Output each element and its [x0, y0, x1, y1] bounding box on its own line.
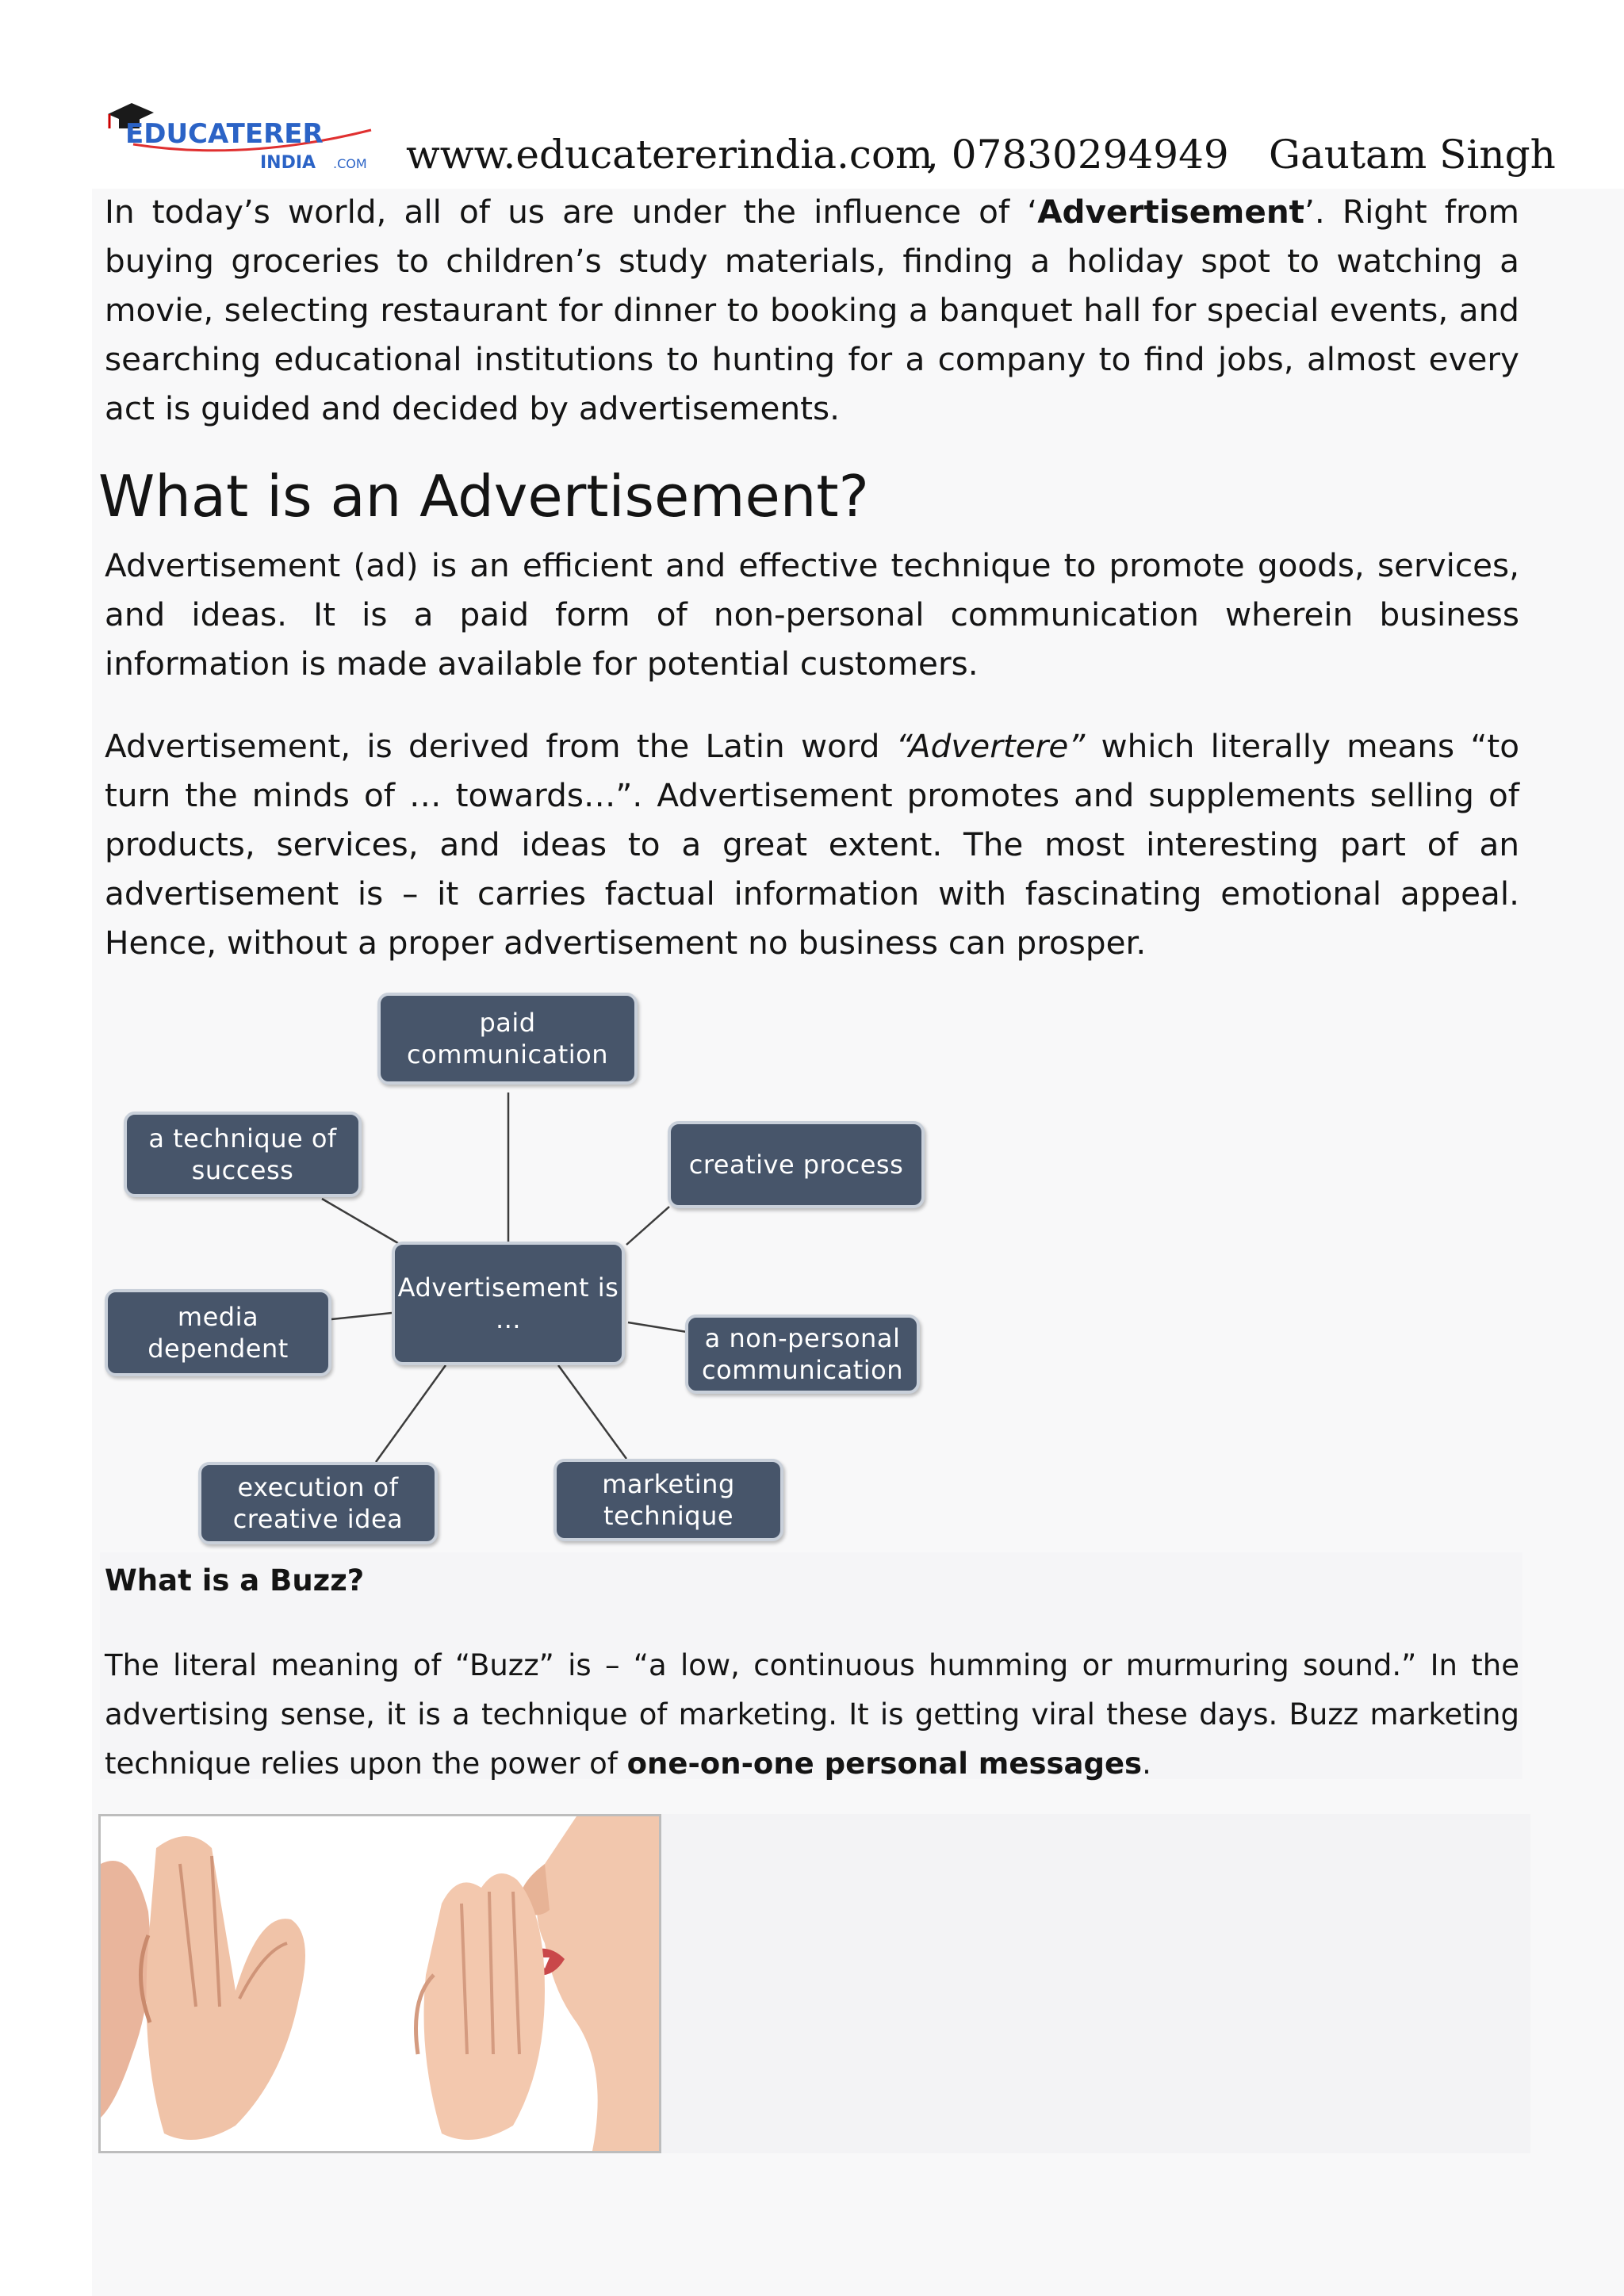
connector-success — [322, 1199, 398, 1243]
node-non-personal: a non-personal communication — [685, 1314, 920, 1394]
buzz-bold-phrase: one-on-one personal messages — [626, 1747, 1143, 1781]
buzz-heading: What is a Buzz? — [105, 1563, 365, 1598]
node-creative-process: creative process — [668, 1121, 925, 1208]
intro-text: In today’s world, all of us are under the influence of ‘ — [105, 193, 1038, 231]
advertisement-diagram — [102, 991, 942, 1546]
svg-text:EDUCATERER: EDUCATERER — [125, 118, 324, 150]
connector-marketing — [558, 1365, 626, 1459]
author-name: Gautam Singh — [1269, 132, 1556, 178]
website-link[interactable]: www.educatererindia.com — [406, 132, 933, 178]
node-technique-of-success: a technique of success — [124, 1112, 362, 1197]
node-media-dependent: media dependent — [105, 1289, 331, 1376]
intro-paragraph — [105, 187, 1519, 433]
etymology-text-cont: which literally means “to turn the minds of … towards…”. Advertisement promotes and supplements selling of products, services, and ideas to a great extent. The most interesting part of an advertisement is – it carries factual information with fascinating emotional appeal. Hence, without a proper advertisement no business can prosper. — [105, 727, 1519, 962]
section-heading: What is an Advertisement? — [98, 463, 869, 530]
connector-execution — [376, 1365, 446, 1462]
definition-paragraph: Advertisement (ad) is an efficient and effective technique to promote goods, services, and ideas. It is a paid form of non-personal communication wherein business information is made available for potential customers. — [105, 546, 1519, 683]
etymology-text: Advertisement, is derived from the Latin word — [105, 727, 896, 765]
buzz-paragraph — [105, 1641, 1519, 1789]
node-paid-communication: paid communication — [377, 993, 638, 1085]
connector-nonpersonal — [628, 1322, 687, 1332]
connector-media — [331, 1313, 392, 1319]
svg-text:INDIA: INDIA — [260, 153, 316, 173]
image-row-background — [661, 1814, 1530, 2153]
intro-text-cont: ’. Right from buying groceries to children’s study materials, finding a holiday spot to watching a movie, selecting restaurant for dinner to booking a banquet hall for special events, and searching educational institutions to hunting for a company to find jobs, almost every act is guided and decided by advertisements. — [105, 193, 1519, 427]
intro-bold-term: Advertisement — [1037, 193, 1305, 231]
etymology-paragraph — [105, 721, 1519, 967]
buzz-text-end: . — [1142, 1747, 1151, 1781]
latin-word: “Advertere” — [895, 727, 1086, 765]
buzz-text: The literal meaning of “Buzz” is – “a low, continuous humming or murmuring sound.” In the advertising sense, it is a technique of marketing. It is getting viral these days. Buzz marketing technique relies upon the power of — [105, 1648, 1519, 1781]
svg-text:.COM: .COM — [333, 156, 367, 171]
node-execution: execution of creative idea — [198, 1462, 438, 1544]
phone-number: , 07830294949 — [926, 132, 1229, 178]
educaterer-logo[interactable] — [102, 98, 384, 174]
node-marketing-technique: marketing technique — [553, 1459, 783, 1541]
connector-creative — [626, 1207, 669, 1245]
whisper-hands-photo — [101, 1816, 659, 2151]
whisper-hands-image — [98, 1814, 661, 2153]
node-center-advertisement: Advertisement is … — [392, 1242, 625, 1365]
